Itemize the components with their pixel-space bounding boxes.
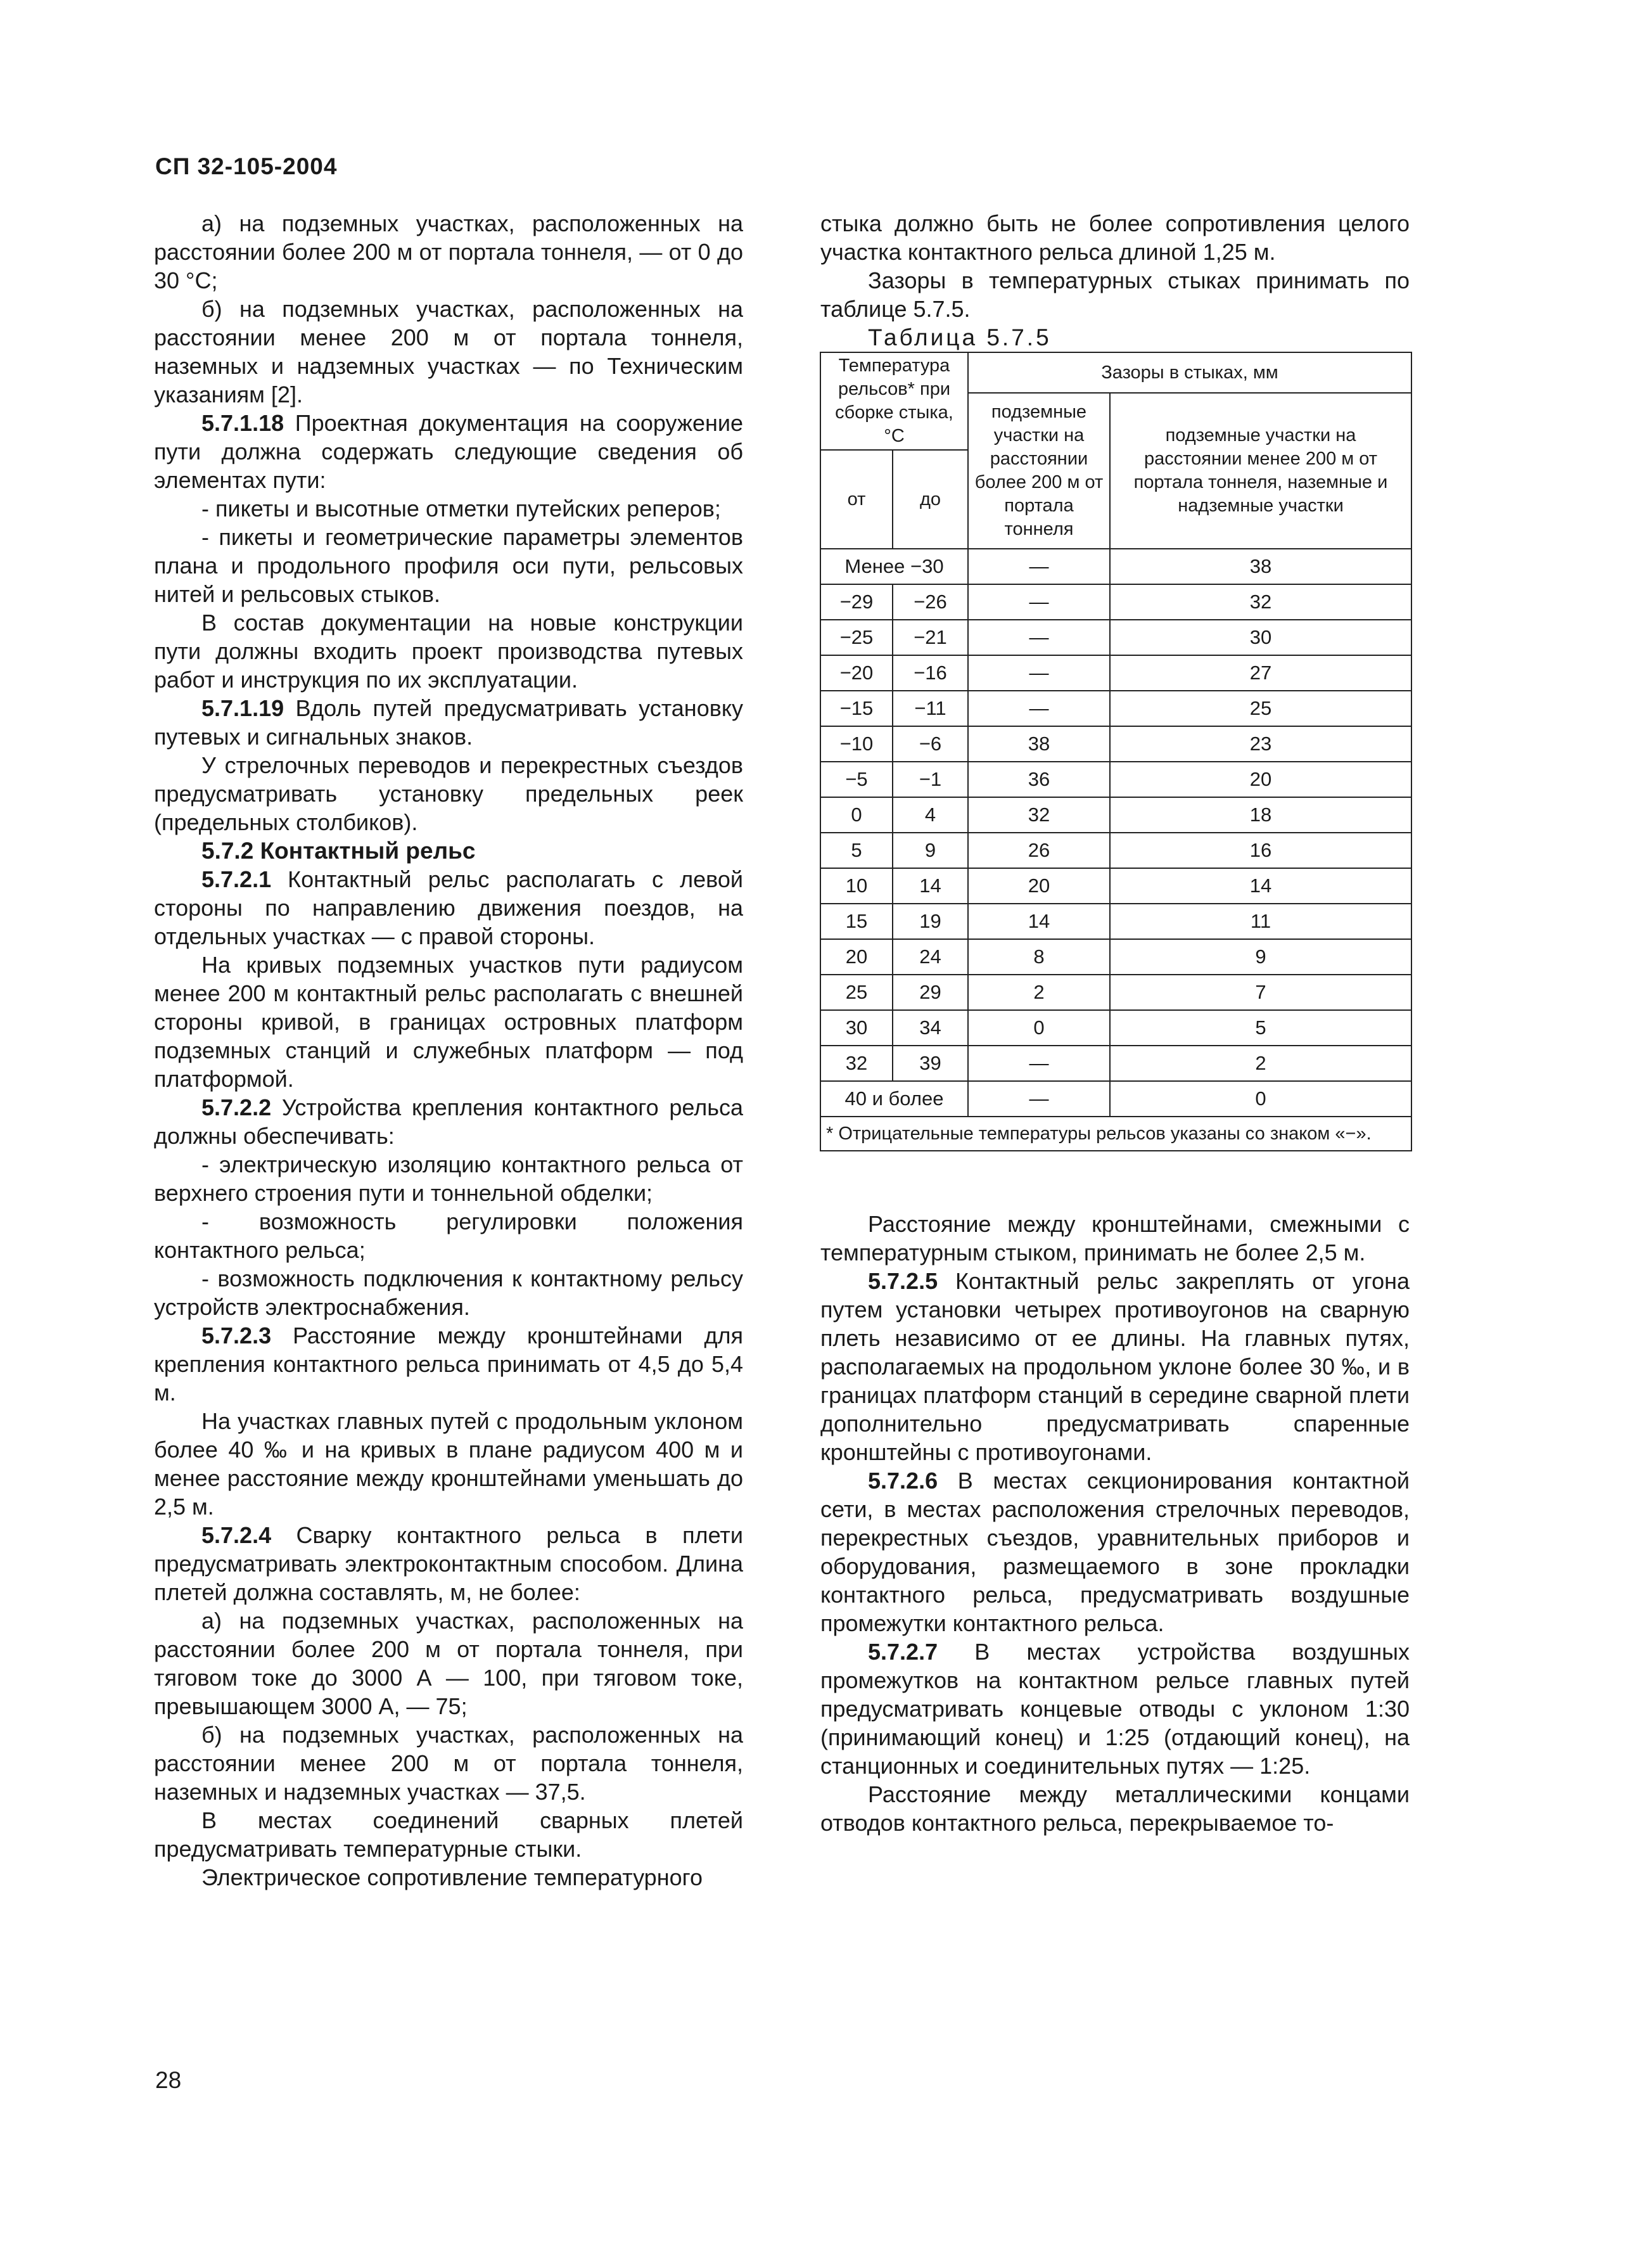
cell-from: 10 xyxy=(820,868,893,904)
cell-to: −21 xyxy=(893,620,968,655)
clause-number: 5.7.2.6 xyxy=(868,1468,938,1494)
left-paragraph: б) на подземных участках, расположенных на расстоянии менее 200 м от портала тоннеля, наземных и надземных участках — 37,5. xyxy=(154,1722,743,1805)
cell-from: 25 xyxy=(820,975,893,1010)
cell-gap-far: — xyxy=(968,620,1110,655)
table-row xyxy=(820,1046,1411,1081)
left-paragraph: - возможность подключения к контактному рельсу устройств электроснабжения. xyxy=(154,1265,743,1320)
table-row xyxy=(820,1081,1411,1117)
cell-to: −11 xyxy=(893,691,968,726)
cell-gap-near: 11 xyxy=(1110,904,1411,939)
cell-gap-near: 0 xyxy=(1110,1081,1411,1117)
table-row xyxy=(820,549,1411,584)
clause-number: 5.7.2.1 xyxy=(201,866,272,892)
clause-number: 5.7.1.19 xyxy=(201,695,284,721)
cell-to: 24 xyxy=(893,939,968,975)
left-paragraph: У стрелочных переводов и перекрестных съездов предусматривать установку предельных реек (предельных столбиков). xyxy=(154,752,743,835)
cell-gap-near: 25 xyxy=(1110,691,1411,726)
cell-temperature-range: Менее −30 xyxy=(820,549,968,584)
cell-gap-far: 8 xyxy=(968,939,1110,975)
cell-gap-near: 30 xyxy=(1110,620,1411,655)
cell-from: 30 xyxy=(820,1010,893,1046)
clause-number: 5.7.1.18 xyxy=(201,410,284,436)
left-paragraph: а) на подземных участках, расположенных на расстоянии более 200 м от портала тоннеля, — от 0 до 30 °С; xyxy=(154,210,743,293)
right-paragraph: 5.7.2.6 В местах секционирования контактной сети, в местах расположения стрелочных переводов, перекрестных съездов, уравнительных приборов и оборудования, размещаемого в зоне прокладки контактного рельса, предусматривать воздушные промежутки контактного рельса. xyxy=(820,1468,1410,1636)
cell-to: 29 xyxy=(893,975,968,1010)
cell-gap-far: 14 xyxy=(968,904,1110,939)
left-paragraph: - пикеты и геометрические параметры элементов плана и продольного профиля оси пути, рельсовых нитей и рельсовых стыков. xyxy=(154,524,743,607)
cell-from: 0 xyxy=(820,797,893,833)
cell-gap-near: 18 xyxy=(1110,797,1411,833)
header-far: подземные участки на расстоянии более 200 м от портала тоннеля xyxy=(968,393,1110,549)
table-row xyxy=(820,868,1411,904)
left-paragraph: 5.7.2.2 Устройства крепления контактного рельса должны обеспечивать: xyxy=(154,1094,743,1149)
cell-gap-near: 20 xyxy=(1110,762,1411,797)
table-note-row xyxy=(820,1117,1411,1151)
cell-gap-near: 16 xyxy=(1110,833,1411,868)
cell-from: 32 xyxy=(820,1046,893,1081)
table-row xyxy=(820,975,1411,1010)
cell-from: −15 xyxy=(820,691,893,726)
table-row xyxy=(820,691,1411,726)
left-paragraph: а) на подземных участках, расположенных на расстоянии более 200 м от портала тоннеля, при тяговом токе до 3000 А — 100, при тяговом токе, превышающем 3000 А, — 75; xyxy=(154,1608,743,1719)
clause-number: 5.7.2.2 xyxy=(201,1094,272,1120)
cell-gap-far: — xyxy=(968,584,1110,620)
header-near: подземные участки на расстоянии менее 200 м от портала тоннеля, наземные и надземные участки xyxy=(1110,393,1411,549)
cell-from: −29 xyxy=(820,584,893,620)
right-paragraph: Зазоры в температурных стыках принимать по таблице 5.7.5. xyxy=(820,267,1410,322)
cell-gap-far: — xyxy=(968,1046,1110,1081)
left-paragraph: 5.7.2.4 Сварку контактного рельса в плети предусматривать электроконтактным способом. Длина плетей должна составлять, м, не более: xyxy=(154,1522,743,1605)
cell-to: −26 xyxy=(893,584,968,620)
cell-to: −1 xyxy=(893,762,968,797)
left-paragraph: 5.7.1.19 Вдоль путей предусматривать установку путевых и сигнальных знаков. xyxy=(154,695,743,750)
table-row xyxy=(820,904,1411,939)
cell-from: −5 xyxy=(820,762,893,797)
cell-gap-far: 26 xyxy=(968,833,1110,868)
table-row xyxy=(820,1010,1411,1046)
cell-gap-near: 2 xyxy=(1110,1046,1411,1081)
table-caption: Таблица 5.7.5 xyxy=(868,324,1052,350)
section-heading: 5.7.2 Контактный рельс xyxy=(201,838,476,864)
cell-gap-near: 14 xyxy=(1110,868,1411,904)
header-temperature: Температура рельсов* при сборке стыка, °С xyxy=(820,352,968,450)
left-paragraph: - электрическую изоляцию контактного рельса от верхнего строения пути и тоннельной обделки; xyxy=(154,1151,743,1206)
table-row xyxy=(820,584,1411,620)
cell-gap-near: 23 xyxy=(1110,726,1411,762)
cell-gap-far: — xyxy=(968,549,1110,584)
left-paragraph: - возможность регулировки положения контактного рельса; xyxy=(154,1208,743,1263)
table-footnote: * Отрицательные температуры рельсов указаны со знаком «−». xyxy=(820,1117,1411,1151)
header-to: до xyxy=(893,450,968,549)
cell-gap-far: 2 xyxy=(968,975,1110,1010)
cell-from: 5 xyxy=(820,833,893,868)
right-paragraph: Расстояние между металлическими концами отводов контактного рельса, перекрываемое то- xyxy=(820,1781,1410,1836)
cell-gap-far: — xyxy=(968,691,1110,726)
cell-gap-far: 0 xyxy=(968,1010,1110,1046)
cell-from: 20 xyxy=(820,939,893,975)
cell-to: 9 xyxy=(893,833,968,868)
cell-to: 4 xyxy=(893,797,968,833)
cell-to: −6 xyxy=(893,726,968,762)
cell-to: 19 xyxy=(893,904,968,939)
table-row xyxy=(820,939,1411,975)
left-paragraph: 5.7.2.1 Контактный рельс располагать с левой стороны по направлению движения поездов, на отдельных участках — с правой стороны. xyxy=(154,866,743,949)
cell-to: 14 xyxy=(893,868,968,904)
table-row xyxy=(820,726,1411,762)
left-paragraph: 5.7.1.18 Проектная документация на сооружение пути должна содержать следующие сведения об элементах пути: xyxy=(154,410,743,493)
document-header: СП 32-105-2004 xyxy=(155,153,338,179)
cell-temperature-range: 40 и более xyxy=(820,1081,968,1117)
cell-from: 15 xyxy=(820,904,893,939)
cell-gap-far: — xyxy=(968,655,1110,691)
right-paragraph: 5.7.2.7 В местах устройства воздушных промежутков на контактном рельсе главных путей предусматривать концевые отводы с уклоном 1:30 (принимающий конец) и 1:25 (отдающий конец), на станционных и соединительных путях — 1:25. xyxy=(820,1639,1410,1779)
table-row xyxy=(820,620,1411,655)
cell-gap-far: 36 xyxy=(968,762,1110,797)
left-paragraph: В состав документации на новые конструкции пути должны входить проект производства путевых работ и инструкция по их эксплуатации. xyxy=(154,610,743,693)
cell-to: 39 xyxy=(893,1046,968,1081)
clause-number: 5.7.2.4 xyxy=(201,1522,272,1548)
cell-gap-far: 38 xyxy=(968,726,1110,762)
left-paragraph: На участках главных путей с продольным уклоном более 40 ‰ и на кривых в плане радиусом 400 м и менее расстояние между кронштейнами уменьшать до 2,5 м. xyxy=(154,1408,743,1520)
right-paragraph: Расстояние между кронштейнами, смежными с температурным стыком, принимать не более 2,5 м. xyxy=(820,1211,1410,1265)
right-paragraph: 5.7.2.5 Контактный рельс закреплять от угона путем установки четырех противоугонов на сварную плеть независимо от ее длины. На главных путях, располагаемых на продольном уклоне более 30 ‰, и в границах платформ станций в середине сварной плети дополнительно предусматривать спаренные кронштейны с противоугонами. xyxy=(820,1268,1410,1465)
cell-gap-near: 27 xyxy=(1110,655,1411,691)
left-paragraph: В местах соединений сварных плетей предусматривать температурные стыки. xyxy=(154,1807,743,1862)
header-from: от xyxy=(820,450,893,549)
cell-gap-near: 38 xyxy=(1110,549,1411,584)
cell-from: −25 xyxy=(820,620,893,655)
cell-gap-far: — xyxy=(968,1081,1110,1117)
table-row xyxy=(820,833,1411,868)
page-number: 28 xyxy=(155,2067,182,2093)
gap-table xyxy=(820,352,1412,1151)
table-row xyxy=(820,797,1411,833)
left-paragraph: На кривых подземных участков пути радиусом менее 200 м контактный рельс располагать с внешней стороны кривой, в границах островных платформ подземных станций и служебных платформ — под платформой. xyxy=(154,952,743,1092)
table-row xyxy=(820,762,1411,797)
cell-gap-near: 7 xyxy=(1110,975,1411,1010)
left-paragraph: б) на подземных участках, расположенных на расстоянии менее 200 м от портала тоннеля, наземных и надземных участках — по Техническим указаниям [2]. xyxy=(154,296,743,407)
cell-from: −20 xyxy=(820,655,893,691)
clause-number: 5.7.2.3 xyxy=(201,1323,272,1349)
left-paragraph: Электрическое сопротивление температурного xyxy=(201,1864,703,1890)
right-column-top xyxy=(820,209,1410,323)
clause-number: 5.7.2.5 xyxy=(868,1268,938,1294)
cell-gap-far: 32 xyxy=(968,797,1110,833)
clause-number: 5.7.2.7 xyxy=(868,1639,938,1665)
cell-to: −16 xyxy=(893,655,968,691)
cell-gap-near: 9 xyxy=(1110,939,1411,975)
left-paragraph: 5.7.2.3 Расстояние между кронштейнами для крепления контактного рельса принимать от 4,5 до 5,4 м. xyxy=(154,1323,743,1406)
right-column xyxy=(820,209,1410,1837)
cell-gap-near: 32 xyxy=(1110,584,1411,620)
right-column-bottom xyxy=(820,1210,1410,1837)
table-row xyxy=(820,655,1411,691)
cell-gap-near: 5 xyxy=(1110,1010,1411,1046)
cell-to: 34 xyxy=(893,1010,968,1046)
cell-gap-far: 20 xyxy=(968,868,1110,904)
cell-from: −10 xyxy=(820,726,893,762)
right-paragraph: стыка должно быть не более сопротивления целого участка контактного рельса длиной 1,25 м. xyxy=(820,210,1410,265)
left-column xyxy=(154,209,743,1892)
header-gaps: Зазоры в стыках, мм xyxy=(968,352,1411,393)
left-paragraph: - пикеты и высотные отметки путейских реперов; xyxy=(201,496,721,522)
